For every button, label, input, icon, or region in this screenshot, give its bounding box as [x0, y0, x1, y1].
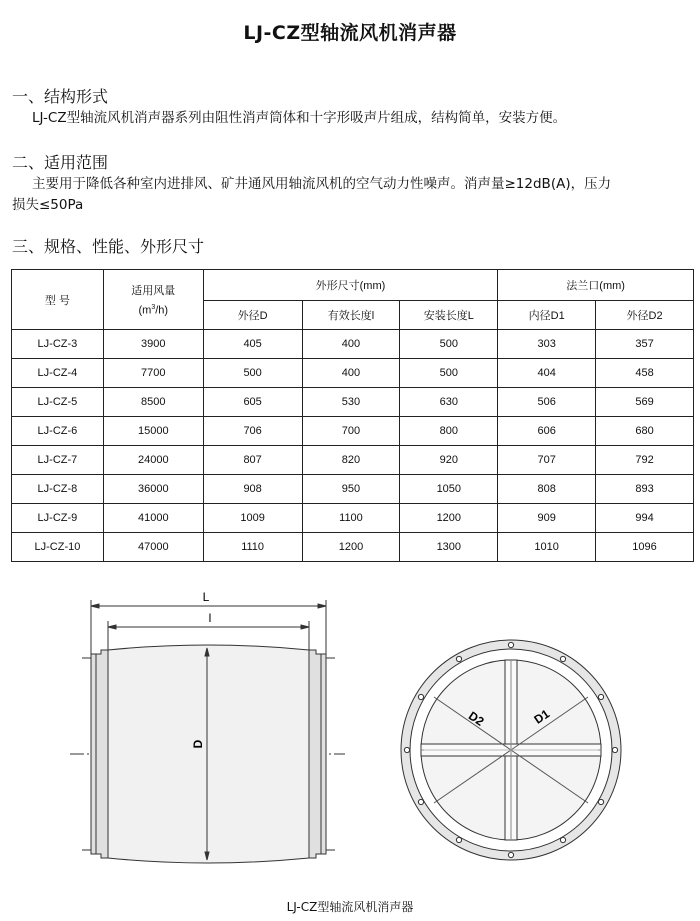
header-flow-label: 适用风量 — [131, 285, 176, 298]
table-cell: 792 — [596, 446, 694, 475]
table-row — [12, 388, 694, 417]
table-cell: LJ-CZ-6 — [12, 417, 104, 446]
table-cell: 8500 — [103, 388, 203, 417]
table-cell: 920 — [400, 446, 498, 475]
header-inner-d1: 内径D1 — [498, 301, 596, 330]
table-cell: LJ-CZ-10 — [12, 533, 104, 562]
label-l: l — [208, 611, 212, 625]
label-D2: D2 — [465, 708, 487, 729]
section-heading-structure: 一、结构形式 — [12, 87, 109, 106]
table-cell: 950 — [302, 475, 400, 504]
header-model: 型 号 — [12, 270, 104, 330]
table-cell: 706 — [203, 417, 302, 446]
table-cell: 994 — [596, 504, 694, 533]
table-cell: 1050 — [400, 475, 498, 504]
table-cell: 357 — [596, 330, 694, 359]
table-cell: 1200 — [302, 533, 400, 562]
table-cell: 404 — [498, 359, 596, 388]
table-cell: 47000 — [103, 533, 203, 562]
table-cell: 893 — [596, 475, 694, 504]
header-outer-dimensions: 外形尺寸(mm) — [203, 270, 498, 301]
table-cell: 630 — [400, 388, 498, 417]
table-cell: LJ-CZ-5 — [12, 388, 104, 417]
side-view — [70, 600, 345, 863]
header-outer-d2: 外径D2 — [596, 301, 694, 330]
section-heading-application: 二、适用范围 — [12, 153, 109, 172]
table-cell: LJ-CZ-3 — [12, 330, 104, 359]
table-cell: 680 — [596, 417, 694, 446]
table-cell: 458 — [596, 359, 694, 388]
table-row — [12, 417, 694, 446]
table-cell: 1100 — [302, 504, 400, 533]
table-cell: 24000 — [103, 446, 203, 475]
table-cell: 405 — [203, 330, 302, 359]
table-cell: 500 — [400, 359, 498, 388]
table-cell: 707 — [498, 446, 596, 475]
table-row — [12, 359, 694, 388]
table-cell: LJ-CZ-4 — [12, 359, 104, 388]
table-cell: 3900 — [103, 330, 203, 359]
header-flow-unit: $(m^3/h)$ — [138, 304, 169, 317]
label-D: D — [191, 739, 205, 749]
page-title: LJ-CZ型轴流风机消声器 — [243, 22, 457, 44]
table-cell: 1009 — [203, 504, 302, 533]
table-cell: 909 — [498, 504, 596, 533]
table-row — [12, 475, 694, 504]
table-cell: 606 — [498, 417, 596, 446]
table-header-row — [12, 270, 694, 301]
table-cell: 500 — [203, 359, 302, 388]
table-cell: 15000 — [103, 417, 203, 446]
table-cell: 7700 — [103, 359, 203, 388]
table-cell: 820 — [302, 446, 400, 475]
table-cell: 400 — [302, 359, 400, 388]
application-text-line1: 主要用于降低各种室内进排风、矿井通风用轴流风机的空气动力性噪声。消声量≥12dB(A)，压力 — [32, 176, 612, 192]
table-cell: 1200 — [400, 504, 498, 533]
table-cell: 36000 — [103, 475, 203, 504]
front-view — [401, 640, 621, 860]
structure-text: LJ-CZ型轴流风机消声器系列由阻性消声筒体和十字形吸声片组成，结构简单，安装方便。 — [32, 110, 567, 126]
table-cell: 506 — [498, 388, 596, 417]
section-heading-specs: 三、规格、性能、外形尺寸 — [12, 237, 205, 256]
header-outer-d: 外径D — [203, 301, 302, 330]
table-cell: 605 — [203, 388, 302, 417]
table-cell: 1110 — [203, 533, 302, 562]
table-row — [12, 533, 694, 562]
table-cell: LJ-CZ-7 — [12, 446, 104, 475]
table-row — [12, 504, 694, 533]
application-text-line2: 损失≤50Pa — [12, 197, 84, 213]
label-L: L — [202, 590, 210, 604]
table-cell: 1010 — [498, 533, 596, 562]
table-cell: LJ-CZ-9 — [12, 504, 104, 533]
technical-drawing — [0, 580, 700, 898]
table-cell: 1300 — [400, 533, 498, 562]
table-cell: 700 — [302, 417, 400, 446]
table-cell: 569 — [596, 388, 694, 417]
table-cell: 1096 — [596, 533, 694, 562]
table-cell: 800 — [400, 417, 498, 446]
spec-table — [11, 269, 694, 562]
table-cell: 808 — [498, 475, 596, 504]
label-D1: D1 — [531, 706, 553, 727]
header-flange: 法兰口(mm) — [498, 270, 694, 301]
table-cell: 41000 — [103, 504, 203, 533]
table-row — [12, 446, 694, 475]
table-cell: 807 — [203, 446, 302, 475]
header-flow — [103, 270, 203, 330]
table-cell: 303 — [498, 330, 596, 359]
table-cell: 908 — [203, 475, 302, 504]
table-row — [12, 330, 694, 359]
figure-caption: LJ-CZ型轴流风机消声器 — [286, 900, 414, 914]
header-effective-length: 有效长度l — [302, 301, 400, 330]
table-cell: 530 — [302, 388, 400, 417]
table-cell: LJ-CZ-8 — [12, 475, 104, 504]
header-install-length: 安装长度L — [400, 301, 498, 330]
table-cell: 400 — [302, 330, 400, 359]
table-cell: 500 — [400, 330, 498, 359]
